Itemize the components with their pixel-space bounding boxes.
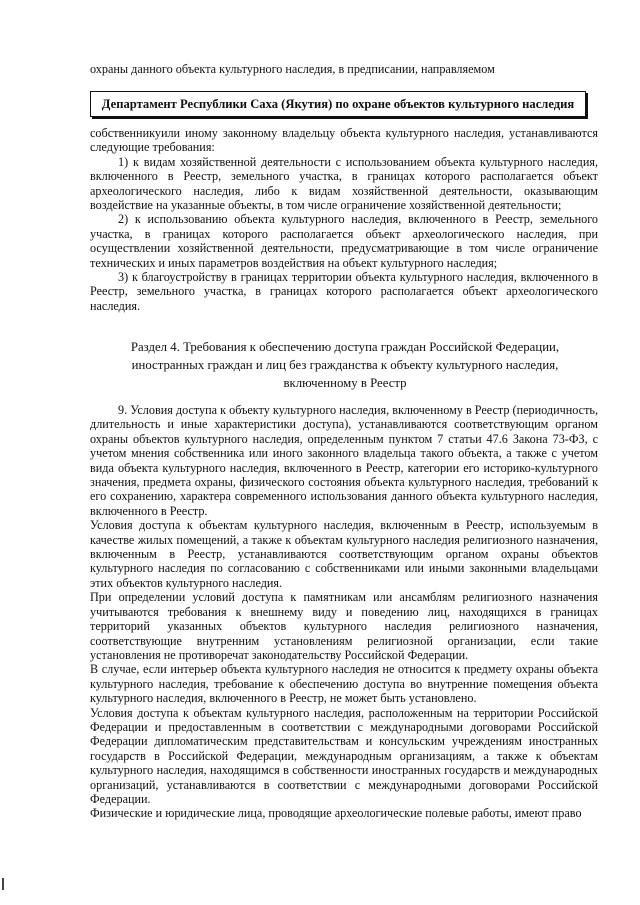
paragraph-interior: В случае, если интерьер объекта культурного наследия не относится к предмету охраны объекта культурного наследия, требование к обеспечению доступа во внутренние помещения объекта культурного наследия, включенного в Реестр, не может быть установлено. (90, 662, 598, 706)
paragraph-religious-monuments: При определении условий доступа к памятникам или ансамблям религиозного назначения учитываются требования к внешнему виду и поведению лиц, находящихся в границах территорий указанных объектов культурного наследия религиозного назначения, соответствующие внутренним установлениям религиозной организации, если такие установления не противоречат законодательству Российской Федерации. (90, 590, 598, 662)
department-header-box (90, 91, 586, 117)
department-header-text: Департамент Республики Саха (Якутия) по охране объектов культурного наследия (101, 96, 575, 111)
access-conditions-block (90, 403, 598, 821)
requirements-block (90, 126, 598, 313)
requirement-item-1: 1) к видам хозяйственной деятельности с использованием объекта культурного наследия, включенного в Реестр, земельного участка, в границах которого располагается объект археологического наследия, либо к видам хозяйственной деятельности, оказывающим воздействие на указанные объекты, в том числе ограничение хозяйственной деятельности; (90, 154, 598, 213)
paragraph-residential-religious: Условия доступа к объектам культурного наследия, включенным в Реестр, используемым в качестве жилых помещений, а также к объектам культурного наследия религиозного назначения, включенным в Реестр, устанавливаются соответствующим органом охраны объектов культурного наследия по согласованию с собственниками или иными законными владельцами этих объектов культурного наследия. (90, 518, 598, 590)
requirement-item-3: 3) к благоустройству в границах территории объекта культурного наследия, включенного в Реестр, земельного участка, в границах которого располагается объект археологического наследия. (90, 270, 598, 313)
section-4-title (110, 338, 580, 392)
paragraph-diplomatic: Условия доступа к объектам культурного наследия, расположенным на территории Российской Федерации и предоставленным в соответствии с международными договорами Российской Федерации дипломатическим представительствам и консульским учреждениям иностранных государств в Российской Федерации, международным организациям, а также к объектам культурного наследия, находящимся в собственности иностранных государств и международных организаций, устанавливаются в соответствии с международными договорами Российской Федерации. (90, 705, 598, 806)
section-title-line-2: иностранных граждан и лиц без гражданства к объекту культурного наследия, (131, 358, 559, 372)
paragraph-archaeological: Физические и юридические лица, проводящие археологические полевые работы, имеют право (90, 806, 582, 821)
page-top-line (90, 62, 598, 76)
requirement-item-2: 2) к использованию объекта культурного наследия, включенного в Реестр, земельного участка, в границах которого располагается объект археологического наследия, при осуществлении хозяйственной деятельности, предусматривающие в том числе ограничение технических и иных параметров воздействия на объект культурного наследия; (90, 212, 598, 270)
section-title-line-3: включенному в Реестр (283, 376, 407, 390)
section-title-line-1: Раздел 4. Требования к обеспечению доступа граждан Российской Федерации, (130, 340, 560, 354)
paragraph-9: 9. Условия доступа к объекту культурного наследия, включенному в Реестр (периодичность, длительность и иные характеристики доступа), устанавливаются соответствующим органом охраны объектов культурного наследия, определенным пунктом 7 статьи 47.6 Закона 73-ФЗ, с учетом мнения собственника или иного законного владельца такого объекта, а также с учетом вида объекта культурного наследия, включенного в Реестр, категории его историко-культурного значения, предмета охраны, физического состояния объекта культурного наследия, требований к его сохранению, характера современного использования данного объекта культурного наследия, включенного в Реестр. (90, 403, 598, 518)
top-line-text: охраны данного объекта культурного наследия, в предписании, направляемом (90, 62, 495, 76)
requirements-intro: собственникуили иному законному владельцу объекта культурного наследия, устанавливаются следующие требования: (90, 126, 598, 155)
scan-edge-mark (2, 878, 4, 890)
